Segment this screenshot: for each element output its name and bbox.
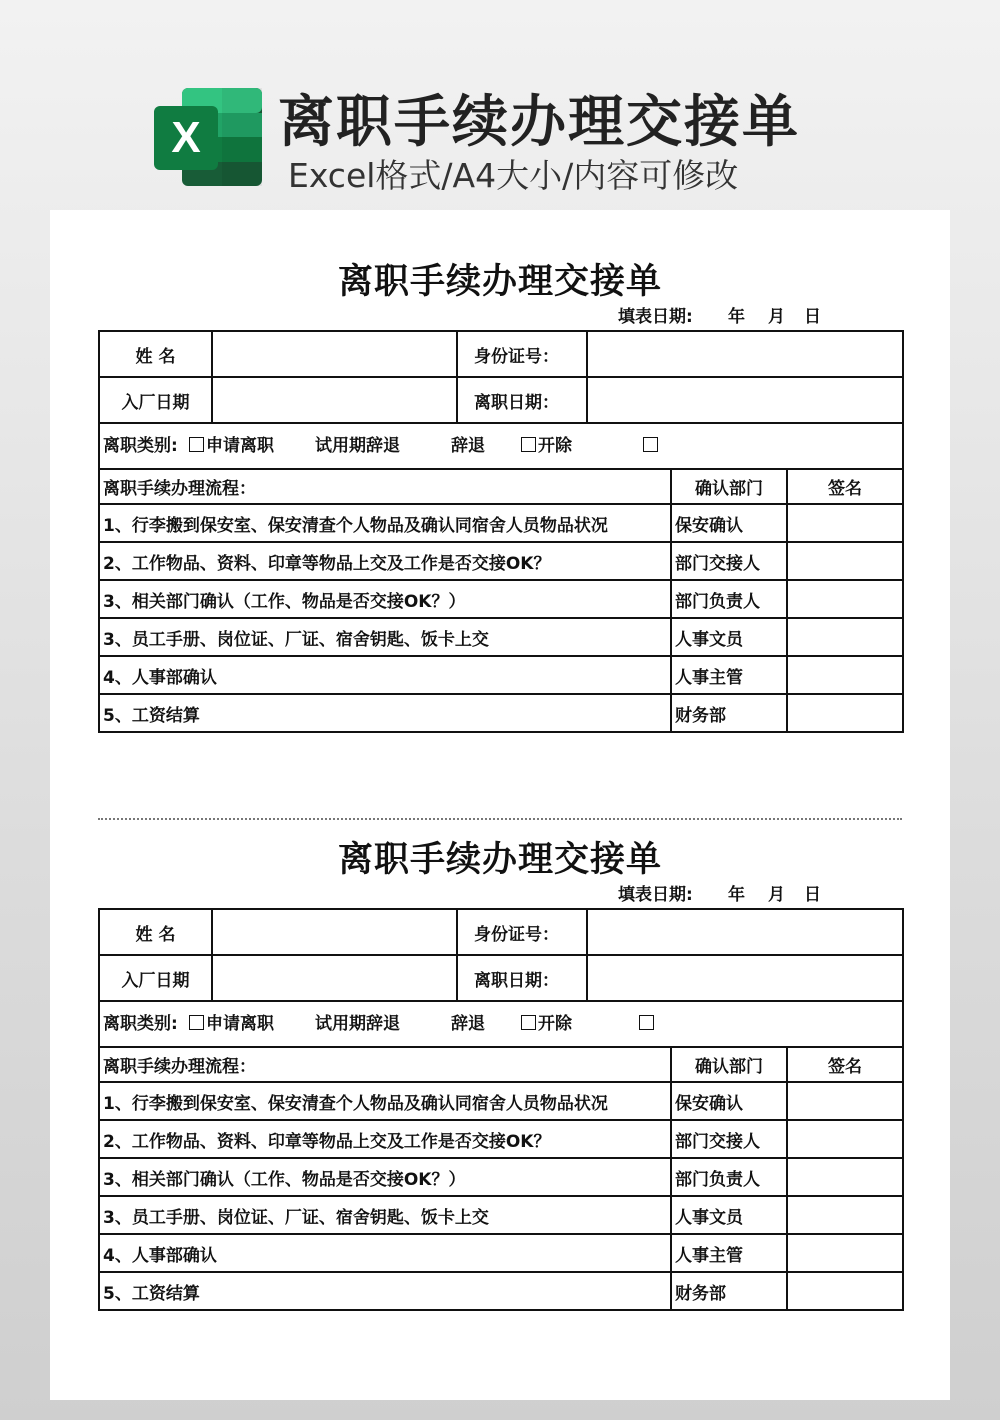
sign-field[interactable]	[787, 694, 903, 732]
step-text: 1、行李搬到保安室、保安清查个人物品及确认同宿舍人员物品状况	[99, 1082, 671, 1120]
leave-date-field[interactable]	[587, 955, 903, 1001]
sign-field[interactable]	[787, 580, 903, 618]
handover-table	[98, 330, 904, 733]
leave-type-label: 离职类别:	[103, 436, 178, 456]
sign-field[interactable]	[787, 618, 903, 656]
name-label: 姓 名	[99, 331, 212, 377]
fill-date-label: 填表日期:	[618, 885, 693, 905]
day-label: 日	[804, 307, 821, 327]
sign-field[interactable]	[787, 504, 903, 542]
page-title: 离职手续办理交接单	[278, 90, 800, 155]
leave-date-label: 离职日期：	[457, 377, 587, 423]
handover-table	[98, 908, 904, 1311]
leave-type-row	[99, 1001, 903, 1047]
sign-header: 签名	[787, 469, 903, 504]
cut-line-divider	[98, 818, 902, 820]
promo-header	[0, 0, 1000, 210]
handover-form-2	[98, 838, 902, 1311]
step-text: 3、员工手册、岗位证、厂证、宿舍钥匙、饭卡上交	[99, 618, 671, 656]
month-label: 月	[768, 307, 785, 327]
join-date-field[interactable]	[212, 377, 457, 423]
step-dept: 部门交接人	[671, 1120, 787, 1158]
id-field[interactable]	[587, 909, 903, 955]
sign-field[interactable]	[787, 1272, 903, 1310]
step-dept: 保安确认	[671, 504, 787, 542]
checkbox-icon[interactable]	[643, 437, 658, 452]
leave-date-label: 离职日期：	[457, 955, 587, 1001]
step-dept: 人事文员	[671, 618, 787, 656]
document-sheet	[50, 210, 950, 1400]
leave-date-field[interactable]	[587, 377, 903, 423]
excel-logo-icon	[152, 86, 264, 188]
option-other[interactable]	[643, 424, 660, 468]
join-date-field[interactable]	[212, 955, 457, 1001]
confirm-dept-header: 确认部门	[671, 469, 787, 504]
name-field[interactable]	[212, 331, 457, 377]
sign-field[interactable]	[787, 656, 903, 694]
process-label: 离职手续办理流程：	[99, 469, 671, 504]
option-dismiss[interactable]: 辞退	[451, 436, 485, 456]
form-title: 离职手续办理交接单	[337, 262, 662, 302]
option-other[interactable]	[639, 1002, 656, 1046]
option-expel[interactable]: 开除	[521, 1002, 572, 1046]
option-apply[interactable]: 申请离职	[189, 424, 274, 468]
name-label: 姓 名	[99, 909, 212, 955]
step-dept: 人事主管	[671, 1234, 787, 1272]
sign-header: 签名	[787, 1047, 903, 1082]
id-label: 身份证号：	[457, 909, 587, 955]
checkbox-icon[interactable]	[639, 1015, 654, 1030]
id-field[interactable]	[587, 331, 903, 377]
step-text: 4、人事部确认	[99, 656, 671, 694]
leave-type-row	[99, 423, 903, 469]
step-dept: 部门交接人	[671, 542, 787, 580]
checkbox-icon[interactable]	[521, 1015, 536, 1030]
option-apply[interactable]: 申请离职	[189, 1002, 274, 1046]
svg-text:X: X	[171, 113, 201, 162]
confirm-dept-header: 确认部门	[671, 1047, 787, 1082]
step-text: 3、员工手册、岗位证、厂证、宿舍钥匙、饭卡上交	[99, 1196, 671, 1234]
step-text: 2、工作物品、资料、印章等物品上交及工作是否交接OK？	[99, 1120, 671, 1158]
step-dept: 财务部	[671, 1272, 787, 1310]
step-dept: 财务部	[671, 694, 787, 732]
checkbox-icon[interactable]	[521, 437, 536, 452]
step-text: 4、人事部确认	[99, 1234, 671, 1272]
step-dept: 人事主管	[671, 656, 787, 694]
sign-field[interactable]	[787, 1196, 903, 1234]
option-probation-dismiss[interactable]: 试用期辞退	[315, 436, 400, 456]
sign-field[interactable]	[787, 542, 903, 580]
option-probation-dismiss[interactable]: 试用期辞退	[315, 1014, 400, 1034]
sign-field[interactable]	[787, 1082, 903, 1120]
name-field[interactable]	[212, 909, 457, 955]
join-date-label: 入厂日期	[99, 377, 212, 423]
sign-field[interactable]	[787, 1234, 903, 1272]
step-text: 2、工作物品、资料、印章等物品上交及工作是否交接OK？	[99, 542, 671, 580]
sign-field[interactable]	[787, 1158, 903, 1196]
option-dismiss[interactable]: 辞退	[451, 1014, 485, 1034]
year-label: 年	[728, 307, 745, 327]
process-label: 离职手续办理流程：	[99, 1047, 671, 1082]
year-label: 年	[728, 885, 745, 905]
sign-field[interactable]	[787, 1120, 903, 1158]
handover-form-1	[98, 260, 902, 733]
step-text: 3、相关部门确认（工作、物品是否交接OK？）	[99, 580, 671, 618]
form-title: 离职手续办理交接单	[337, 840, 662, 880]
checkbox-icon[interactable]	[189, 437, 204, 452]
step-dept: 部门负责人	[671, 580, 787, 618]
join-date-label: 入厂日期	[99, 955, 212, 1001]
step-text: 5、工资结算	[99, 1272, 671, 1310]
fill-date-line	[98, 304, 902, 330]
step-text: 1、行李搬到保安室、保安清查个人物品及确认同宿舍人员物品状况	[99, 504, 671, 542]
checkbox-icon[interactable]	[189, 1015, 204, 1030]
step-text: 5、工资结算	[99, 694, 671, 732]
month-label: 月	[768, 885, 785, 905]
fill-date-line	[98, 882, 902, 908]
step-dept: 部门负责人	[671, 1158, 787, 1196]
option-expel[interactable]: 开除	[521, 424, 572, 468]
step-dept: 人事文员	[671, 1196, 787, 1234]
id-label: 身份证号：	[457, 331, 587, 377]
leave-type-label: 离职类别:	[103, 1014, 178, 1034]
page-subtitle: Excel格式/A4大小/内容可修改	[288, 156, 739, 195]
day-label: 日	[804, 885, 821, 905]
fill-date-label: 填表日期:	[618, 307, 693, 327]
step-text: 3、相关部门确认（工作、物品是否交接OK？）	[99, 1158, 671, 1196]
step-dept: 保安确认	[671, 1082, 787, 1120]
